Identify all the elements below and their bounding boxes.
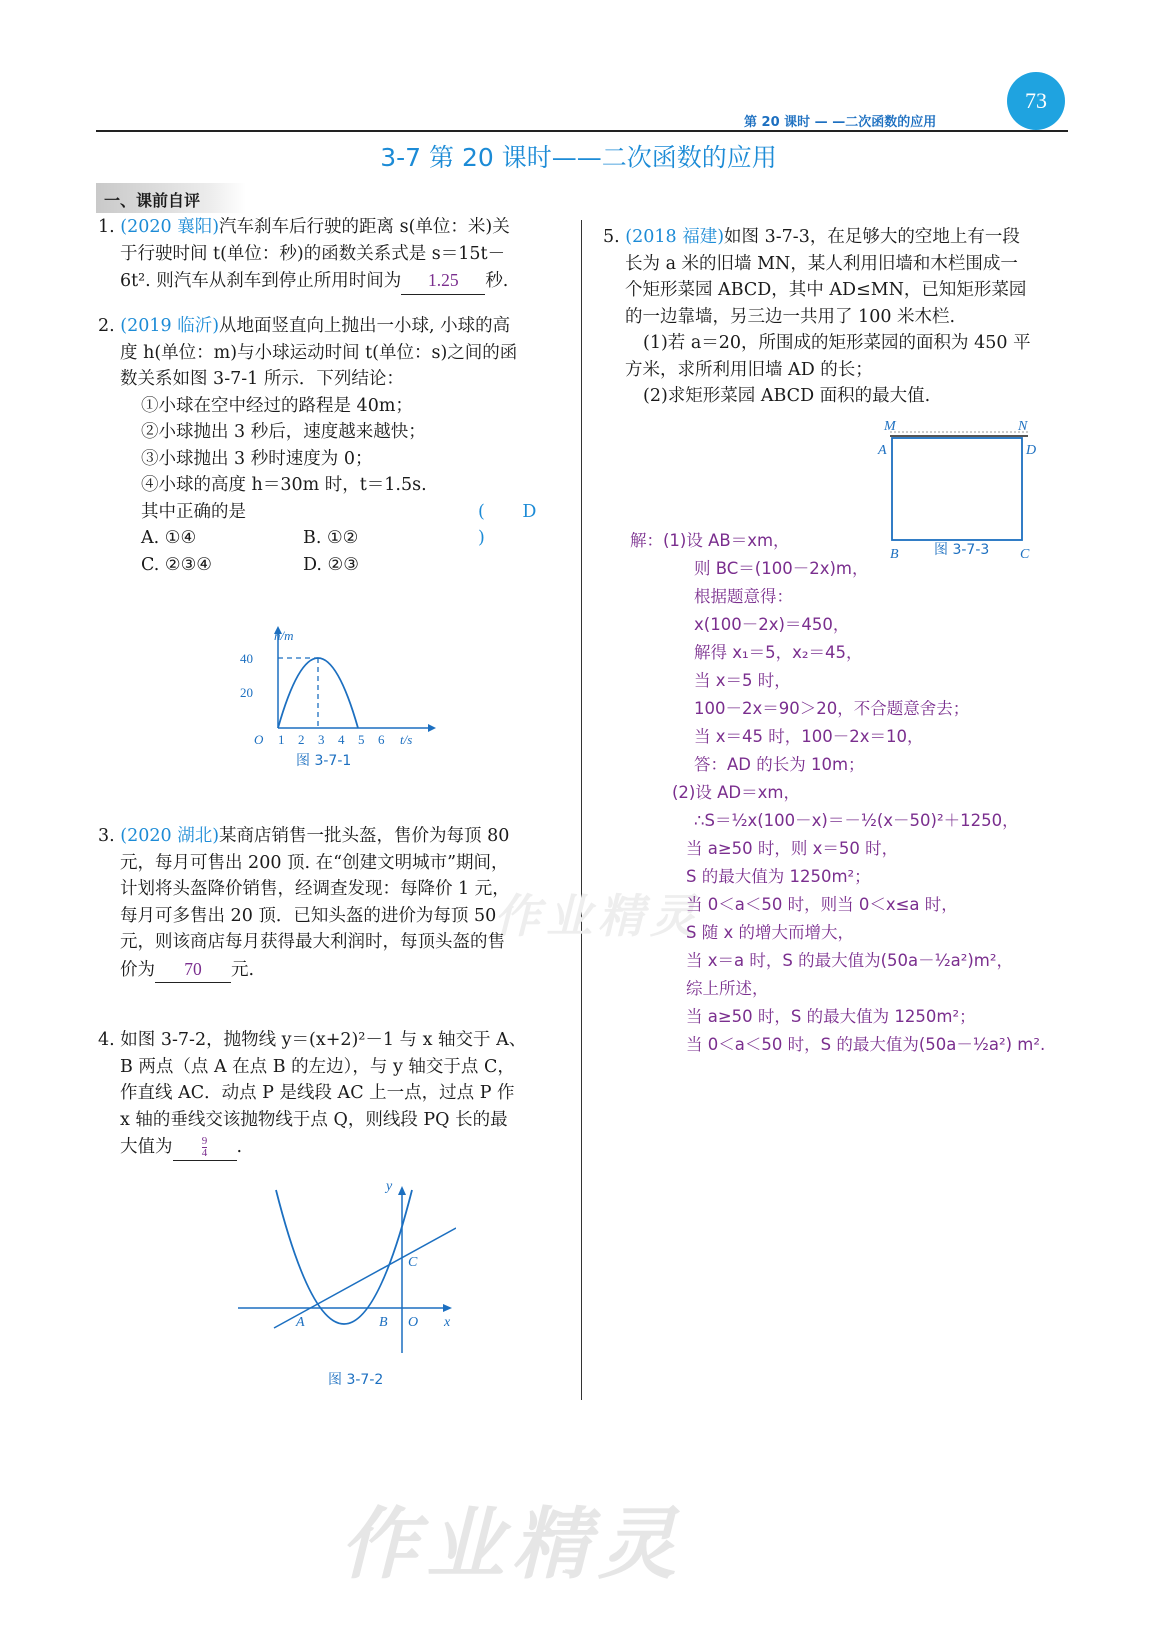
fig2-parabola: [276, 1190, 412, 1324]
question-1: [98, 214, 568, 295]
q1-number: 1.: [98, 217, 115, 237]
fig3-label: C: [1020, 547, 1030, 562]
solution-line: 根据题意得：: [694, 587, 793, 606]
fig3-label: M: [884, 419, 896, 434]
solution-line: ∴S＝½x(100－x)＝－½(x－50)²＋1250，: [694, 811, 1019, 830]
q2-line: 数关系如图 3-7-1 所示．下列结论：: [120, 369, 404, 389]
page-title: 3-7 第 20 课时——二次函数的应用: [380, 143, 777, 172]
solution-line: 解得 x₁＝5，x₂＝45，: [694, 643, 863, 662]
fig1-x-tick: 5: [358, 732, 365, 747]
fig2-caption: 图 3-7-2: [328, 1372, 384, 1388]
q2-statement: ④小球的高度 h＝30m 时，t＝1.5s.: [141, 475, 427, 495]
figure-3-7-2: [236, 1178, 456, 1388]
column-divider: [581, 220, 582, 1400]
solution-line: 当 0＜a＜50 时，则当 0＜x≤a 时，: [686, 895, 958, 914]
solution-line: 100－2x＝90＞20，不合题意舍去；: [694, 699, 970, 718]
q1-line: 秒.: [485, 271, 509, 291]
q2-source: (2019 临沂): [120, 316, 220, 336]
solution-line: 当 0＜a＜50 时，S 的最大值为(50a－½a²) m².: [686, 1035, 1046, 1054]
solution-line: 综上所述，: [686, 979, 769, 998]
fig2-label: x: [444, 1315, 451, 1330]
question-4: [98, 1027, 568, 1161]
q4-number: 4.: [98, 1030, 115, 1050]
q1-line: 汽车刹车后行驶的距离 s(单位：米)关: [219, 217, 510, 237]
fig2-label: O: [408, 1315, 419, 1330]
fig1-x-tick: 6: [378, 732, 385, 747]
q3-line: 元，则该商店每月获得最大利润时，每顶头盔的售: [120, 932, 505, 952]
fig3-label: B: [890, 547, 899, 562]
solution-line: 答：AD 的长为 10m；: [694, 755, 865, 774]
page-number-badge: 73: [1007, 72, 1065, 130]
q4-line: 如图 3-7-2，抛物线 y＝(x+2)²－1 与 x 轴交于 A、: [120, 1030, 527, 1050]
fig2-label: B: [379, 1315, 388, 1330]
figure-3-7-1: [240, 620, 450, 770]
q3-line: 某商店销售一批头盔，售价为每顶 80: [219, 826, 510, 846]
q2-statement: ①小球在空中经过的路程是 40m；: [141, 395, 413, 416]
solution-line: x(100－2x)＝450，: [694, 615, 850, 634]
solution-block: [630, 527, 1070, 1059]
fig2-label: y: [386, 1179, 393, 1194]
q4-line: 作直线 AC．动点 P 是线段 AC 上一点，过点 P 作: [120, 1083, 515, 1103]
q3-source: (2020 湖北): [120, 826, 220, 846]
q5-line: (2)求矩形菜园 ABCD 面积的最大值.: [643, 386, 931, 406]
q2-option-c: C. ②③④: [141, 554, 212, 575]
q4-answer-numerator: 9: [201, 1135, 208, 1148]
watermark-bottom: 作业精灵: [340, 1500, 685, 1590]
running-title: 第 20 课时 — —二次函数的应用: [744, 115, 937, 130]
fig1-x-label: t/s: [400, 732, 413, 747]
solution-line: 当 a≥50 时，则 x＝50 时，: [686, 839, 899, 858]
solution-line: 当 x＝45 时，100－2x＝10，: [694, 727, 924, 746]
q5-number: 5.: [603, 227, 620, 247]
q2-line: 从地面竖直向上抛出一小球, 小球的高: [219, 316, 511, 336]
q4-answer-denominator: 4: [201, 1147, 208, 1160]
solution-line: 当 x＝5 时，: [694, 671, 791, 690]
q3-line: 计划将头盔降价销售，经调查发现：每降价 1 元，: [120, 879, 510, 899]
q1-line: 于行驶时间 t(单位：秒)的函数关系式是 s＝15t－: [120, 243, 506, 264]
q2-statement: ②小球抛出 3 秒后，速度越来越快；: [141, 422, 426, 442]
fig1-y-label: h/m: [274, 628, 294, 643]
fig1-y-tick: 40: [240, 651, 253, 666]
q2-statement: ③小球抛出 3 秒时速度为 0；: [141, 448, 373, 469]
q3-line: 价为: [120, 959, 155, 980]
fig3-label: A: [878, 443, 887, 458]
q3-line: 每月可多售出 20 顶．已知头盔的进价为每顶 50: [120, 905, 497, 926]
solution-line: 当 x＝a 时，S 的最大值为(50a－½a²)m²，: [686, 951, 1013, 970]
fig1-caption: 图 3-7-1: [296, 753, 352, 769]
fig2-label: C: [408, 1255, 418, 1270]
q5-line: 的一边靠墙，另三边一共用了 100 米木栏.: [625, 306, 956, 327]
q5-line: 长为 a 米的旧墙 MN，某人利用旧墙和木栏围成一: [625, 253, 1018, 274]
fig3-rectangle: [892, 438, 1022, 540]
q3-number: 3.: [98, 826, 115, 846]
fig2-label: A: [296, 1315, 305, 1330]
solution-line: S 的最大值为 1250m²；: [686, 867, 871, 886]
fig1-y-tick: 20: [240, 685, 253, 700]
question-2: [98, 313, 568, 578]
q3-answer-blank: 70: [155, 956, 231, 984]
fig2-x-arrow: [443, 1304, 452, 1312]
q1-answer-blank: 1.25: [401, 267, 485, 295]
q2-option-d: D. ②③: [303, 554, 359, 575]
solution-line: 当 a≥50 时，S 的最大值为 1250m²；: [686, 1007, 976, 1026]
fig1-x-tick: 2: [298, 732, 305, 747]
q4-line: .: [236, 1137, 243, 1157]
q4-line: B 两点（点 A 在点 B 的左边），与 y 轴交于点 C，: [120, 1056, 515, 1077]
fig1-x-tick: 1: [278, 732, 285, 747]
q4-line: 大值为: [120, 1137, 173, 1157]
fig3-label: N: [1018, 419, 1028, 434]
question-3: [98, 823, 568, 983]
q2-option-b: B. ①②: [303, 528, 359, 548]
fig1-origin: O: [254, 732, 264, 747]
q2-line: 度 h(单位：m)与小球运动时间 t(单位：s)之间的函: [120, 342, 518, 363]
q2-answer: ( D ): [478, 501, 553, 548]
question-5: [603, 224, 1073, 410]
fig1-x-arrow: [428, 724, 436, 732]
watermark: 作业精灵: [494, 889, 702, 943]
q5-line: (1)若 a＝20，所围成的矩形菜园的面积为 450 平: [643, 333, 1031, 353]
q2-option-a: A. ①④: [141, 528, 197, 548]
solution-line: 则 BC＝(100－2x)m，: [694, 559, 869, 578]
fig2-y-arrow: [398, 1186, 406, 1195]
header-rule: [96, 130, 1068, 132]
q5-line: 方米，求所利用旧墙 AD 的长；: [625, 359, 873, 380]
q3-line: 元.: [231, 959, 255, 980]
fig3-label: D: [1026, 443, 1037, 458]
q2-prompt: 其中正确的是: [141, 501, 246, 522]
q5-line: 如图 3-7-3，在足够大的空地上有一段: [724, 227, 1020, 247]
q1-source: (2020 襄阳): [120, 217, 220, 237]
q4-answer-blank: [173, 1133, 237, 1161]
fig1-x-tick: 4: [338, 732, 345, 747]
q4-line: x 轴的垂线交该抛物线于点 Q，则线段 PQ 长的最: [120, 1109, 508, 1130]
fig2-line-ac: [274, 1228, 456, 1328]
solution-line: (2)设 AD＝xm，: [672, 783, 800, 802]
solution-line: S 随 x 的增大而增大，: [686, 923, 854, 942]
q5-source: (2018 福建): [625, 227, 725, 247]
q3-line: 元，每月可售出 200 顶. 在“创建文明城市”期间，: [120, 852, 509, 873]
section-heading: 一、课前自评: [104, 191, 201, 210]
q5-line: 个矩形菜园 ABCD，其中 AD≤MN，已知矩形菜园: [625, 280, 1027, 300]
fig3-caption: 图 3-7-3: [934, 542, 990, 558]
q1-line: 6t². 则汽车从刹车到停止所用时间为: [120, 271, 402, 291]
fig1-x-tick: 3: [318, 732, 325, 747]
solution-line: 解：(1)设 AB＝xm，: [630, 531, 790, 550]
q2-number: 2.: [98, 316, 115, 336]
